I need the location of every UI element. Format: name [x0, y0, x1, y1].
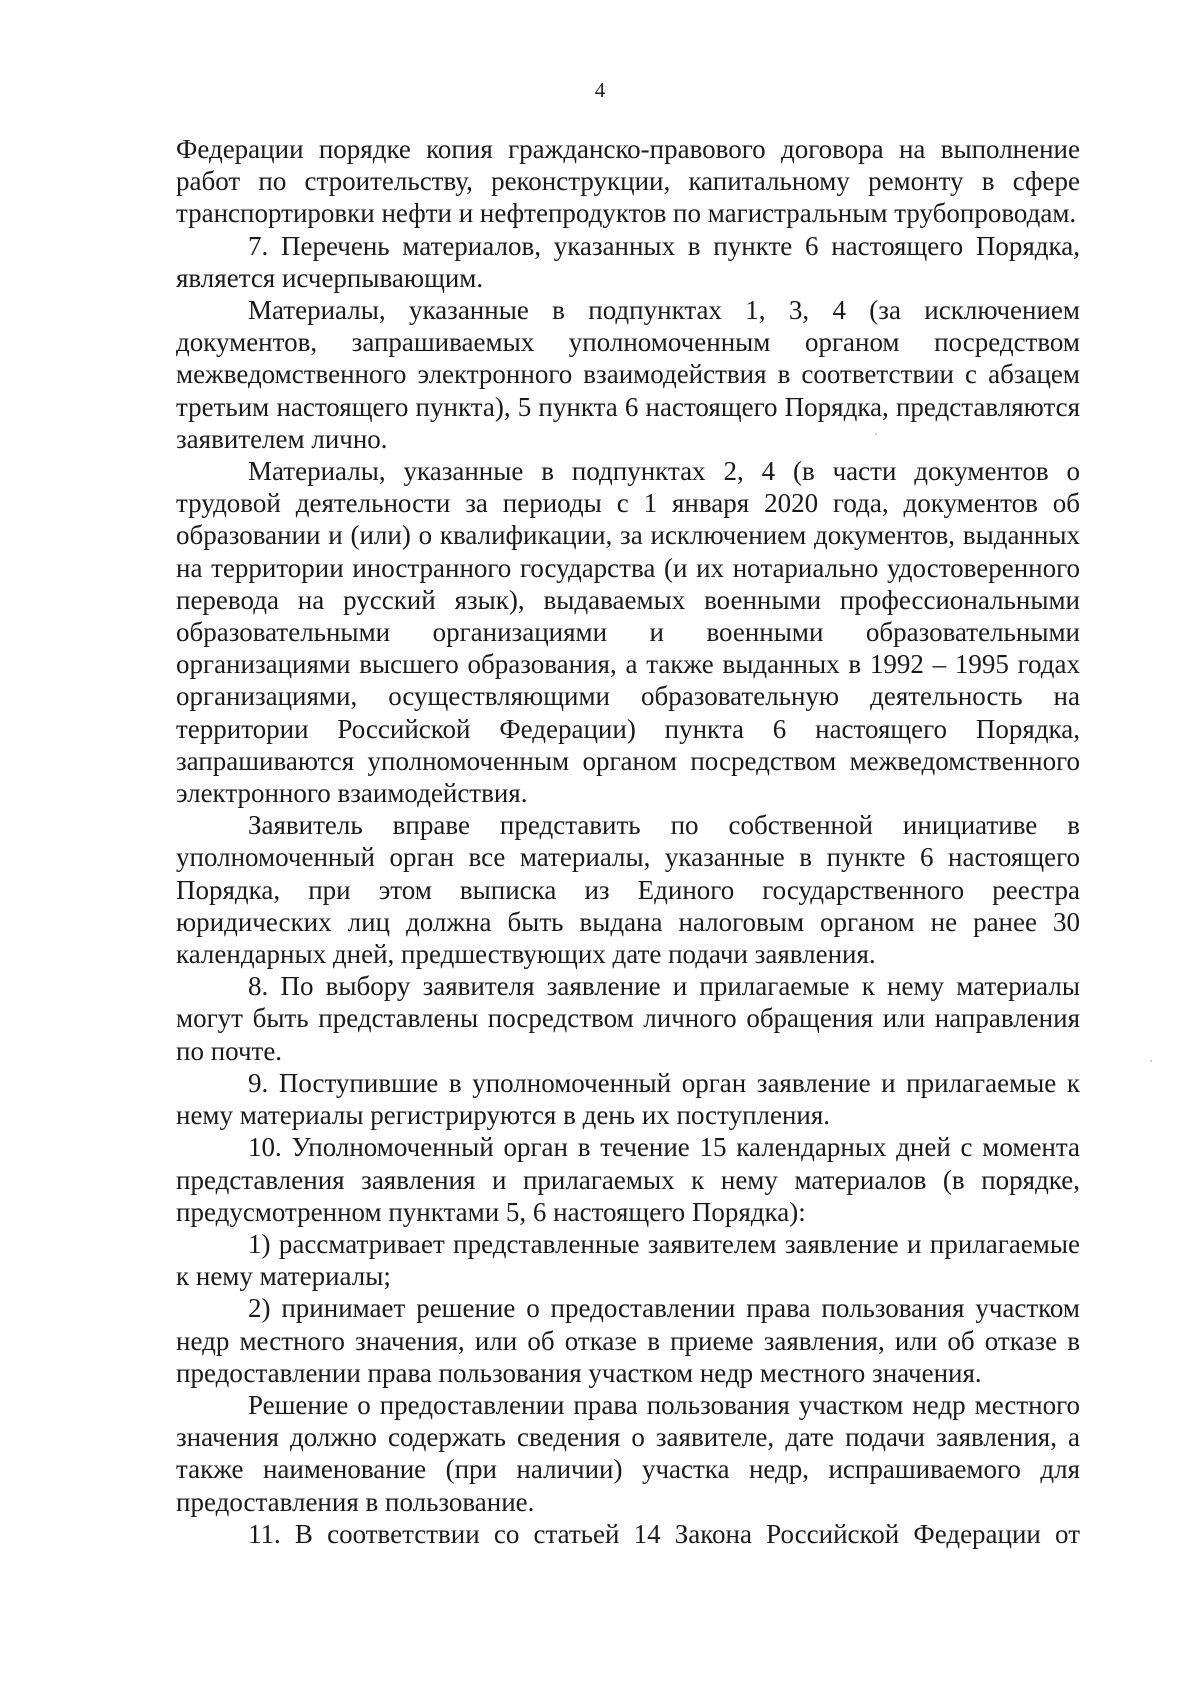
paragraph-decision-content: Решение о предоставлении права пользования участком недр местного значения должно содержать сведения о заявителе, дате подачи заявления, а также наименование (при наличии) участка недр, испрашиваемого для предоставления в пользование.: [176, 1389, 1080, 1517]
paragraph-materials-requested: Материалы, указанные в подпунктах 2, 4 (в части документов о трудовой деятельности за периоды с 1 января 2020 года, документов об образовании и (или) о квалификации, за исключением документов, выданных на территории иностранного государства (и их нотариально удостоверенного перевода на русский язык), выдаваемых военными профессиональными образовательными организациями и военными образовательными организациями высшего образования, а также выданных в 1992 – 1995 годах организациями, осуществляющими образовательную деятельность на территории Российской Федерации) пункта 6 настоящего Порядка, запрашиваются уполномоченным органом посредством межведомственного электронного взаимодействия.: [176, 456, 1080, 809]
paragraph-subitem-1: 1) рассматривает представленные заявителем заявление и прилагаемые к нему материалы;: [176, 1228, 1080, 1292]
document-body: [176, 133, 1080, 1550]
scan-speck: [1150, 1060, 1152, 1062]
paragraph-item-10: 10. Уполномоченный орган в течение 15 календарных дней с момента представления заявления и прилагаемых к нему материалов (в порядке, предусмотренном пунктами 5, 6 настоящего Порядка):: [176, 1132, 1080, 1227]
paragraph-materials-personal: Материалы, указанные в подпунктах 1, 3, 4 (за исключением документов, запрашиваемых уполномоченным органом посредством межведомственного электронного взаимодействия в соответствии с абзацем третьим настоящего пункта), 5 пункта 6 настоящего Порядка, представляются заявителем лично.: [176, 295, 1080, 454]
paragraph-item-7: 7. Перечень материалов, указанных в пункте 6 настоящего Порядка, является исчерпывающим.: [176, 230, 1080, 293]
page-number: 4: [594, 78, 606, 102]
paragraph-continuation: Федерации порядке копия гражданско-правового договора на выполнение работ по строительству, реконструкции, капитальному ремонту в сфере транспортировки нефти и нефтепродуктов по магистральным трубопроводам.: [176, 134, 1080, 229]
paragraph-item-11: 11. В соответствии со статьей 14 Закона Российской Федерации от: [248, 1518, 1080, 1549]
paragraph-item-8: 8. По выбору заявителя заявление и прилагаемые к нему материалы могут быть представлены посредством личного обращения или направления по почте.: [176, 971, 1080, 1066]
scan-speck: [875, 433, 877, 435]
paragraph-applicant-right: Заявитель вправе представить по собственной инициативе в уполномоченный орган все материалы, указанные в пункте 6 настоящего Порядка, при этом выписка из Единого государственного реестра юридических лиц должна быть выдана налоговым органом не ранее 30 календарных дней, предшествующих дате подачи заявления.: [176, 810, 1080, 970]
paragraph-subitem-2: 2) принимает решение о предоставлении права пользования участком недр местного значения, или об отказе в приеме заявления, или об отказе в предоставлении права пользования участком недр местного значения.: [176, 1293, 1080, 1388]
paragraph-item-9: 9. Поступившие в уполномоченный орган заявление и прилагаемые к нему материалы регистрируются в день их поступления.: [176, 1067, 1080, 1131]
